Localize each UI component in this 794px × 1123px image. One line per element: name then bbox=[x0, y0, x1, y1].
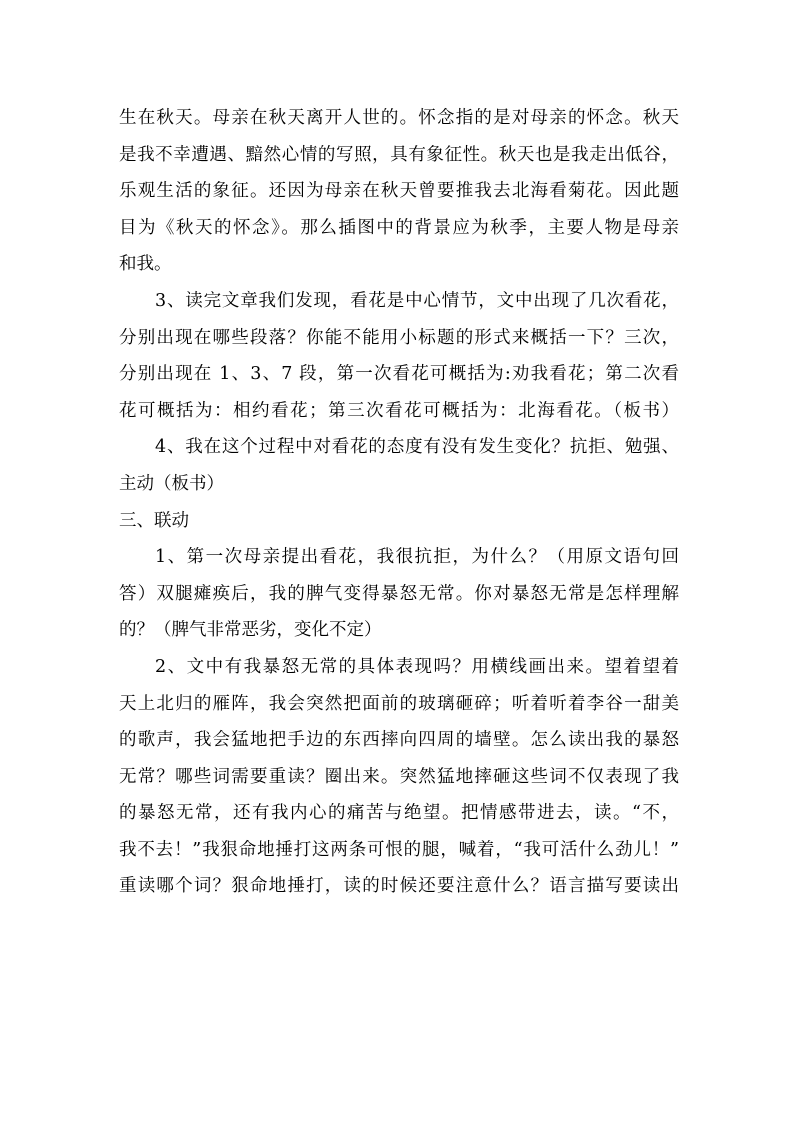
text-line: 分别出现在 1、3、7 段，第一次看花可概括为:劝我看花；第二次看 bbox=[119, 364, 679, 385]
text-line: 主动（板书） bbox=[119, 473, 224, 494]
text-line: 无常？哪些词需要重读？圈出来。突然猛地摔砸这些词不仅表现了我 bbox=[119, 766, 679, 787]
text-line: 生在秋天。母亲在秋天离开人世的。怀念指的是对母亲的怀念。秋天 bbox=[119, 108, 679, 128]
text-line: 花可概括为：相约看花；第三次看花可概括为：北海看花。（板书） bbox=[119, 400, 679, 421]
text-line: 的歌声，我会猛地把手边的东西摔向四周的墙壁。怎么读出我的暴怒 bbox=[119, 730, 679, 751]
text-line: 天上北归的雁阵，我会突然把面前的玻璃砸碎；听着听着李谷一甜美 bbox=[119, 693, 679, 714]
text-line: 的暴怒无常，还有我内心的痛苦与绝望。把情感带进去，读。“不， bbox=[119, 803, 679, 824]
section-heading: 三、联动 bbox=[119, 510, 189, 531]
document-body bbox=[119, 100, 679, 905]
text-line: 我不去！”我狠命地捶打这两条可恨的腿，喊着，“我可活什么劲儿！” bbox=[119, 839, 679, 860]
text-line: 目为《秋天的怀念》。那么插图中的背景应为秋季，主要人物是母亲 bbox=[119, 217, 679, 238]
text-line: 1、第一次母亲提出看花，我很抗拒，为什么？（用原文语句回 bbox=[155, 547, 679, 568]
text-line: 和我。 bbox=[119, 254, 172, 275]
text-line: 乐观生活的象征。还因为母亲在秋天曾要推我去北海看菊花。因此题 bbox=[119, 181, 679, 202]
text-line: 2、文中有我暴怒无常的具体表现吗？用横线画出来。望着望着 bbox=[155, 656, 679, 677]
text-line: 4、我在这个过程中对看花的态度有没有发生变化？抗拒、勉强、 bbox=[155, 437, 679, 458]
text-line: 重读哪个词？狠命地捶打，读的时候还要注意什么？语言描写要读出 bbox=[119, 876, 679, 897]
text-line: 的？（脾气非常恶劣，变化不定） bbox=[119, 620, 382, 641]
text-line: 是我不幸遭遇、黯然心情的写照，具有象征性。秋天也是我走出低谷， bbox=[119, 144, 679, 165]
text-line: 答）双腿瘫痪后，我的脾气变得暴怒无常。你对暴怒无常是怎样理解 bbox=[119, 583, 679, 604]
text-line: 分别出现在哪些段落？你能不能用小标题的形式来概括一下？三次， bbox=[119, 327, 679, 348]
text-line: 3、读完文章我们发现，看花是中心情节，文中出现了几次看花， bbox=[155, 290, 679, 311]
